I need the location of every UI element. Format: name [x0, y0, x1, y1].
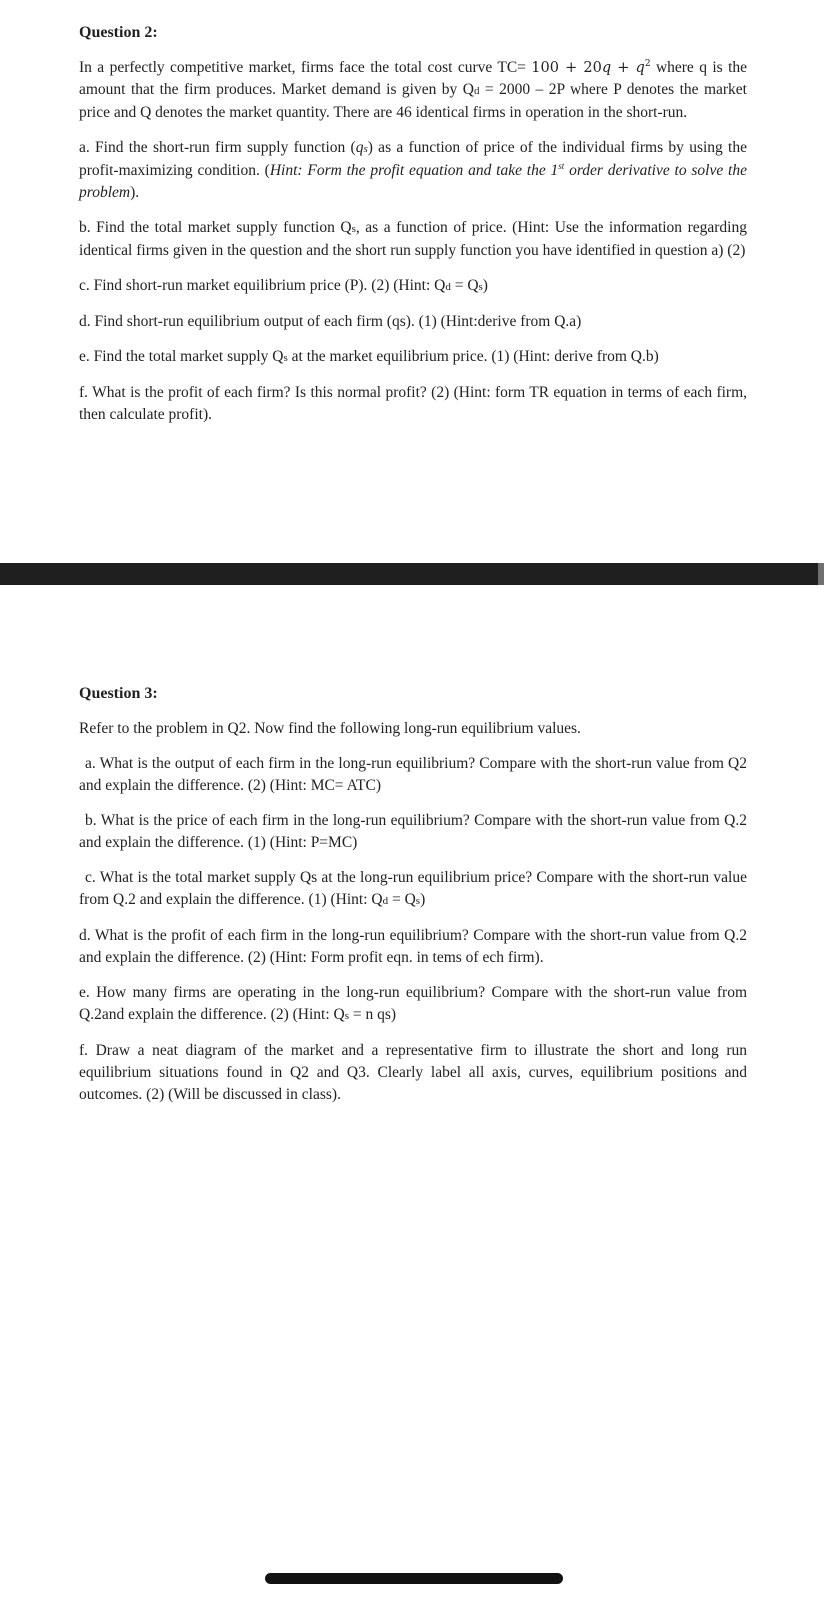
- question-2a: a. Find the short-run firm supply function (qs) as a function of price of the individual firms by using the profit-maximizing condition. (Hint: Form the profit equation and take the 1st order derivative to solve the problem).: [79, 139, 747, 201]
- page-divider: [0, 563, 818, 585]
- question-2e: e. Find the total market supply Qs at the market equilibrium price. (1) (Hint: derive from Q.b): [79, 348, 659, 365]
- question-2f: f. What is the profit of each firm? Is this normal profit? (2) (Hint: form TR equation in terms of each firm, then calculate profit).: [79, 384, 747, 423]
- question-3f: f. Draw a neat diagram of the market and a representative firm to illustrate the short and long run equilibrium situations found in Q2 and Q3. Clearly label all axis, curves, equilibrium positions and outcomes. (2) (Will be discussed in class).: [79, 1042, 747, 1103]
- question-3b: b. What is the price of each firm in the long-run equilibrium? Compare with the short-run value from Q.2 and explain the difference. (1) (Hint: P=MC): [79, 812, 747, 851]
- question-3e: e. How many firms are operating in the long-run equilibrium? Compare with the short-run value from Q.2and explain the difference. (2) (Hint: Qs = n qs): [79, 984, 747, 1023]
- home-indicator[interactable]: [265, 1573, 563, 1584]
- tc-equation: $100 + 20q + q^2$: [531, 59, 651, 76]
- question-3c: c. What is the total market supply Qs at the long-run equilibrium price? Compare with the short-run value from Q.2 and explain the difference. (1) (Hint: Qd = Qs): [79, 869, 747, 908]
- question-2-section: [79, 24, 747, 439]
- question-2c: c. Find short-run market equilibrium price (P). (2) (Hint: Qd = Qs): [79, 277, 488, 294]
- page-divider-edge: [818, 563, 824, 585]
- question-2-title: Question 2:: [79, 24, 158, 41]
- question-2-intro: In a perfectly competitive market, firms face the total cost curve $TC= 100 + 20q + q^2$ where q is the amount that the firm produces. Market demand is given by Qd = 2000 – 2P where P denotes the market price and Q denotes the market quantity. There are 46 identical firms in operation in the short-run.: [79, 59, 748, 121]
- question-3-intro: Refer to the problem in Q2. Now find the following long-run equilibrium values.: [79, 720, 581, 737]
- question-3a: a. What is the output of each firm in the long-run equilibrium? Compare with the short-run value from Q2 and explain the difference. (2) (Hint: MC= ATC): [79, 755, 747, 794]
- question-2d: d. Find short-run equilibrium output of each firm (qs). (1) (Hint:derive from Q.a): [79, 313, 582, 330]
- question-3-section: [79, 685, 747, 1119]
- question-3d: d. What is the profit of each firm in the long-run equilibrium? Compare with the short-run value from Q.2 and explain the difference. (2) (Hint: Form profit eqn. in tems of ech firm).: [79, 927, 747, 966]
- question-3-title: Question 3:: [79, 685, 158, 702]
- question-2b: b. Find the total market supply function Qs, as a function of price. (Hint: Use the information regarding identical firms given in the question and the short run supply function you have identified in question a) (2): [79, 219, 747, 259]
